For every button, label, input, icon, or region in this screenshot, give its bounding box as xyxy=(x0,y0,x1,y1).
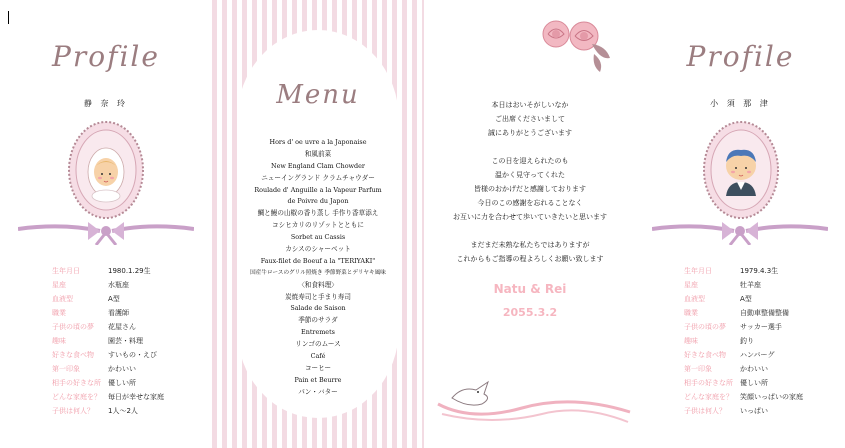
menu-item: Faux-filet de Boeuf a la "TERIYAKI" xyxy=(260,256,376,265)
message-line: まだまだ未熟な私たちではありますが xyxy=(470,241,590,249)
menu-item: 国産牛ロースのグリル照焼き 季節野菜とデリヤキ風味 xyxy=(250,269,386,276)
profile-key: どんな家庭を？ xyxy=(684,393,733,401)
profile-row xyxy=(52,264,164,278)
profile-row xyxy=(684,278,803,292)
profile-value: 優しい所 xyxy=(740,379,768,387)
profile-row xyxy=(684,390,803,404)
message-line xyxy=(424,224,636,238)
profile-value: いっぱい xyxy=(740,407,768,415)
wedding-date: 2055.3.2 xyxy=(502,306,558,319)
profile-key: 職業 xyxy=(684,309,698,317)
greeting-message xyxy=(424,98,636,266)
profile-value: 園芸・料理 xyxy=(108,337,143,345)
menu-item: New England Clam Chowder xyxy=(271,161,365,170)
profile-value: 笑顔いっぱいの家庭 xyxy=(740,393,803,401)
ribbon-icon xyxy=(18,219,194,245)
profile-title: Profile xyxy=(52,40,160,73)
profile-value: A型 xyxy=(740,295,752,303)
bride-illustration-icon xyxy=(88,148,124,202)
profile-key: 生年月日 xyxy=(684,267,712,275)
menu-item: コーヒー xyxy=(304,363,332,372)
message-line: 皆様のおかげだと感謝しております xyxy=(474,185,586,193)
profile-value: 釣り xyxy=(740,337,754,345)
profile-row xyxy=(52,306,164,320)
profile-row xyxy=(684,320,803,334)
profile-value: 牡羊座 xyxy=(740,281,761,289)
profile-panel-right xyxy=(636,0,845,448)
profile-key: 好きな食べ物 xyxy=(684,351,726,359)
profile-row xyxy=(684,264,803,278)
message-line: 今日のこの感謝を忘れることなく xyxy=(477,199,583,207)
ribbon-icon xyxy=(652,219,828,245)
profile-list-left xyxy=(52,264,164,418)
profile-key: 趣味 xyxy=(52,337,66,345)
menu-item: Roulade d' Anguille a la Vapeur Parfum de Poivre du Japon xyxy=(254,185,382,206)
menu-item: Sorbet au Cassis xyxy=(290,233,346,242)
message-line: これからもご指導の程よろしくお願い致します xyxy=(456,255,604,263)
profile-value: サッカー選手 xyxy=(740,323,782,331)
profile-key: 生年月日 xyxy=(52,267,80,275)
profile-row xyxy=(52,404,164,418)
profile-row xyxy=(52,390,164,404)
menu-title: Menu xyxy=(276,80,360,110)
roses-icon xyxy=(534,14,616,76)
profile-key: 好きな食べ物 xyxy=(52,351,94,359)
profile-row xyxy=(684,334,803,348)
profile-value: 自動車整備整備 xyxy=(740,309,789,317)
message-line: お互いに力を合わせて歩いていきたいと思います xyxy=(453,213,607,221)
profile-key: 子供の頃の夢 xyxy=(52,323,94,331)
profile-key: 職業 xyxy=(52,309,66,317)
profile-value: 優しい所 xyxy=(108,379,136,387)
menu-item: 鯛と鰻の山椒の香り蒸し 手作り香草添え xyxy=(257,209,379,218)
menu-item: カシスのシャーベット xyxy=(285,245,351,254)
profile-value: 毎日が幸せな家庭 xyxy=(108,393,164,401)
message-panel xyxy=(424,0,636,448)
profile-key: 子供は何人？ xyxy=(52,407,94,415)
profile-title: Profile xyxy=(686,40,795,73)
menu-item: ニューイングランド クラムチャウダー xyxy=(261,173,375,182)
profile-key: どんな家庭を？ xyxy=(52,393,101,401)
profile-key: 星座 xyxy=(52,281,66,289)
profile-value: すいもの・えび xyxy=(108,351,157,359)
profile-row xyxy=(52,334,164,348)
profile-value: A型 xyxy=(108,295,120,303)
profile-value: ハンバーグ xyxy=(740,351,775,359)
profile-row xyxy=(684,376,803,390)
profile-row xyxy=(52,292,164,306)
menu-item: 和風前菜 xyxy=(304,149,332,158)
profile-value: 水瓶座 xyxy=(108,281,129,289)
menu-item: 炭焼寿司と手まり寿司 xyxy=(285,292,351,301)
message-line: この日を迎えられたのも xyxy=(491,157,569,165)
profile-key: 血液型 xyxy=(52,295,73,303)
message-line: 本日はおいそがしいなか xyxy=(491,101,569,109)
profile-row xyxy=(52,320,164,334)
menu-panel xyxy=(212,0,424,448)
profile-key: 相手の好きな所 xyxy=(52,379,101,387)
menu-item: Pain et Beurre xyxy=(294,375,342,384)
message-line: 誠にありがとうございます xyxy=(488,129,572,137)
profile-key: 趣味 xyxy=(684,337,698,345)
profile-value: 花屋さん xyxy=(108,323,136,331)
profile-key: 相手の好きな所 xyxy=(684,379,733,387)
profile-name: 小 須 那 津 xyxy=(710,99,771,108)
groom-illustration-icon xyxy=(726,150,756,196)
profile-name: 静 奈 玲 xyxy=(83,99,129,108)
profile-list-right xyxy=(684,264,803,418)
profile-row xyxy=(684,362,803,376)
menu-item: パン・バター xyxy=(298,387,338,396)
profile-value: 1980.1.29生 xyxy=(108,267,151,275)
profile-value: 看護師 xyxy=(108,309,129,317)
couple-names: Natu & Rei xyxy=(493,282,567,296)
profile-row xyxy=(52,278,164,292)
profile-value: かわいい xyxy=(740,365,768,373)
menu-item: Hors d' oe uvre a la Japonaise xyxy=(269,138,367,146)
profile-row xyxy=(684,404,803,418)
profile-panel-left xyxy=(0,0,212,448)
dove-ribbon-icon xyxy=(432,368,632,428)
profile-row xyxy=(684,306,803,320)
profile-key: 星座 xyxy=(684,281,698,289)
profile-value: 1人～2人 xyxy=(108,407,138,415)
menu-item: リンゴのムース xyxy=(295,340,341,349)
profile-row xyxy=(52,348,164,362)
menu-item: Café xyxy=(310,352,326,361)
profile-key: 第一印象 xyxy=(52,365,80,373)
menu-list xyxy=(212,137,424,399)
menu-item: 季節のサラダ xyxy=(298,316,338,325)
message-line xyxy=(424,140,636,154)
bride-portrait-frame xyxy=(67,120,145,220)
groom-portrait-frame xyxy=(702,120,780,220)
profile-row xyxy=(684,348,803,362)
profile-row xyxy=(684,292,803,306)
profile-row xyxy=(52,376,164,390)
profile-key: 子供は何人？ xyxy=(684,407,726,415)
profile-value: かわいい xyxy=(108,365,136,373)
message-line: ご出席くださいまして xyxy=(495,115,565,123)
profile-key: 第一印象 xyxy=(684,365,712,373)
menu-item: Salade de Saison xyxy=(290,304,346,313)
menu-item: コシヒカリのリゾットとともに xyxy=(272,221,364,230)
profile-row xyxy=(52,362,164,376)
profile-key: 血液型 xyxy=(684,295,705,303)
profile-key: 子供の頃の夢 xyxy=(684,323,726,331)
message-line: 温かく見守ってくれた xyxy=(495,171,565,179)
menu-item: Entremets xyxy=(301,328,335,337)
profile-value: 1979.4.3生 xyxy=(740,267,779,275)
menu-item: 〈和食料理〉 xyxy=(298,280,338,289)
